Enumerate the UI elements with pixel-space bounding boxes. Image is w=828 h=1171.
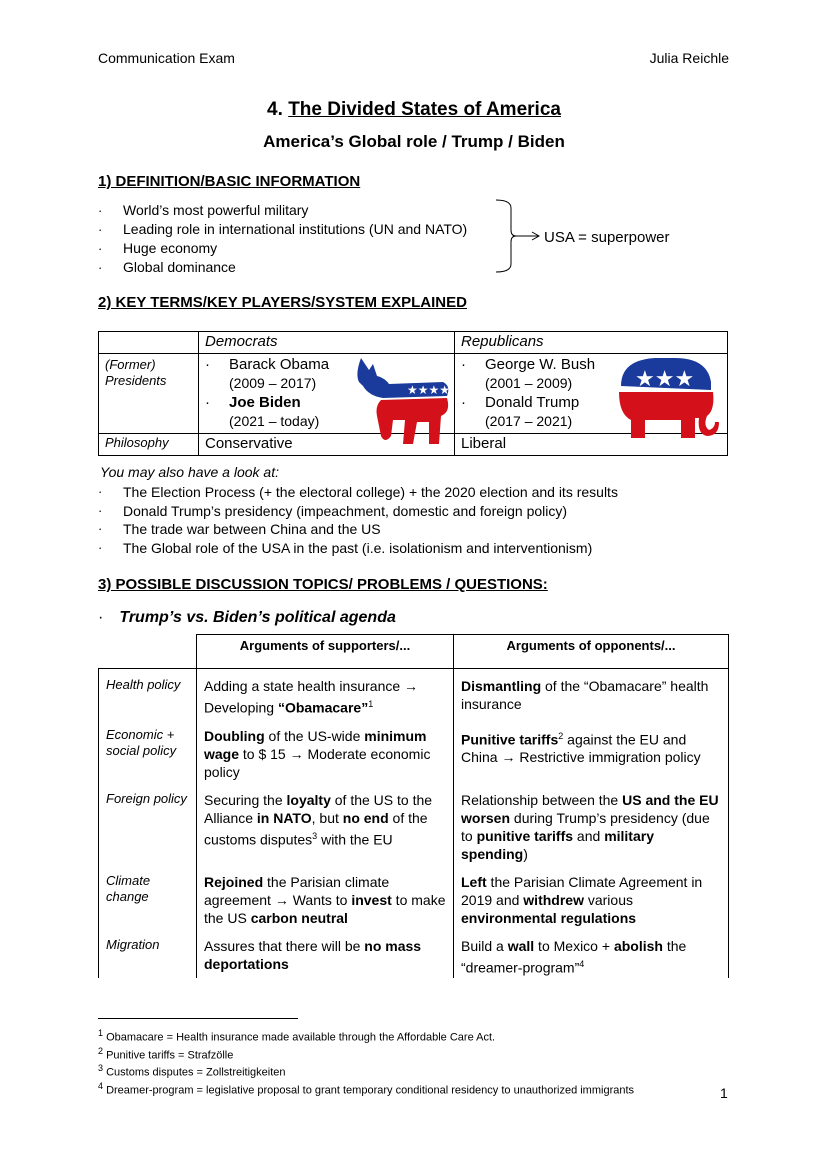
- svg-text:★★★: ★★★: [635, 367, 695, 392]
- opponents-cell: Dismantling of the “Obamacare” health insurance: [454, 669, 729, 719]
- list-item: · Leading role in international institutions (UN and NATO): [98, 221, 468, 237]
- table-row: Economic + social policy Doubling of the US-wide minimum wage to $ 15 → Moderate economic policy Punitive tariffs$^2$ against the EU and China → Restrictive immigration policy: [99, 719, 729, 783]
- also-look-label: You may also have a look at:: [100, 464, 279, 480]
- list-item: · The Global role of the USA in the past (i.e. isolationism and interventionism): [98, 540, 593, 557]
- opponents-header: Arguments of opponents/...: [454, 635, 729, 669]
- president-years: (2021 – today): [229, 413, 320, 429]
- page-number: 1: [720, 1085, 728, 1101]
- list-item: · Global dominance: [98, 259, 236, 275]
- list-item: · The Election Process (+ the electoral college) + the 2020 election and its results: [98, 484, 618, 500]
- supporters-header: Arguments of supporters/...: [197, 635, 454, 669]
- section1-list: [98, 201, 468, 277]
- opponents-cell: Relationship between the US and the EU worsen during Trump’s presidency (due to punitive tariffs and military spending): [454, 783, 729, 865]
- table-row: Foreign policy Securing the loyalty of the US to the Alliance in NATO, but no end of the customs disputes$^3$ with the EU Relationship between the US and the EU worsen during Trump’s presidency (due to punitive tariffs and military spending): [99, 783, 729, 865]
- republican-presidents: · George W. Bush (2001 – 2009) · Donald Trump (2017 – 2021) ★★★: [455, 354, 728, 434]
- president-name: Donald Trump: [485, 394, 580, 411]
- footnote: $^1$ Obamacare = Health insurance made available through the Affordable Care Act.: [98, 1028, 496, 1044]
- page-title: [0, 99, 828, 121]
- presidents-label: (Former) Presidents: [99, 354, 199, 434]
- philosophy-label: Philosophy: [99, 434, 199, 456]
- president-years: (2017 – 2021): [485, 413, 573, 429]
- brace-arrow-icon: [494, 198, 544, 274]
- title-number: 4.: [267, 99, 283, 120]
- president-name: George W. Bush: [485, 356, 596, 373]
- supporters-cell: Doubling of the US-wide minimum wage to $ 15 → Moderate economic policy: [197, 719, 454, 783]
- superpower-conclusion: USA = superpower: [544, 229, 670, 246]
- list-item: · Donald Trump’s presidency (impeachment, domestic and foreign policy): [98, 502, 568, 519]
- list-item: · World’s most powerful military: [98, 202, 309, 218]
- democrat-presidents: · Barack Obama (2009 – 2017) · Joe Biden (2021 – today) ★★★★: [199, 354, 455, 434]
- president-name: Barack Obama: [229, 356, 330, 373]
- republicans-header: Republicans: [455, 332, 728, 354]
- president-name: Joe Biden: [229, 394, 301, 411]
- header-right: Julia Reichle: [649, 50, 729, 66]
- supporters-cell: Assures that there will be no mass deportations: [197, 929, 454, 979]
- democrat-philosophy: Conservative: [199, 434, 455, 456]
- arguments-table: [98, 634, 729, 978]
- democrats-header: Democrats: [199, 332, 455, 354]
- svg-text:★★★★: ★★★★: [407, 383, 451, 397]
- president-years: (2001 – 2009): [485, 375, 573, 391]
- table-row: Migration Assures that there will be no mass deportations Build a wall to Mexico + abolish the “dreamer-program”$^4$: [99, 929, 729, 979]
- table-row: Climate change Rejoined the Parisian climate agreement → Wants to invest to make the US carbon neutral Left the Parisian Climate Agreement in 2019 and withdrew various environmental regulations: [99, 865, 729, 929]
- section2-heading: 2) KEY TERMS/KEY PLAYERS/SYSTEM EXPLAINED: [98, 294, 467, 311]
- header-left: Communication Exam: [98, 50, 235, 66]
- footnote: $^3$ Customs disputes = Zollstreitigkeiten: [98, 1063, 286, 1079]
- opponents-cell: Build a wall to Mexico + abolish the “dreamer-program”$^4$: [454, 929, 729, 979]
- supporters-cell: Securing the loyalty of the US to the Alliance in NATO, but no end of the customs disputes$^3$ with the EU: [197, 783, 454, 865]
- footnote: $^2$ Punitive tariffs = Strafzölle: [98, 1045, 234, 1062]
- section3-subheading: · Trump’s vs. Biden’s political agenda: [98, 609, 396, 626]
- opponents-cell: Left the Parisian Climate Agreement in 2019 and withdrew various environmental regulations: [454, 865, 729, 929]
- table-row: Health policy Adding a state health insurance → Developing “Obamacare”$^1$ Dismantling of the “Obamacare” health insurance: [99, 669, 729, 719]
- opponents-cell: Punitive tariffs$^2$ against the EU and China → Restrictive immigration policy: [454, 719, 729, 783]
- section1-heading: 1) DEFINITION/BASIC INFORMATION: [98, 173, 361, 190]
- page-subtitle: America’s Global role / Trump / Biden: [263, 132, 565, 151]
- list-item: · The trade war between China and the US: [98, 521, 381, 538]
- parties-table: [98, 331, 728, 456]
- supporters-cell: Adding a state health insurance → Developing “Obamacare”$^1$: [197, 669, 454, 719]
- republican-philosophy: Liberal: [455, 434, 728, 456]
- democrat-donkey-icon: [355, 356, 453, 446]
- list-item: · Huge economy: [98, 240, 218, 256]
- supporters-cell: Rejoined the Parisian climate agreement → Wants to invest to make the US carbon neutral: [197, 865, 454, 929]
- title-main: The Divided States of America: [288, 99, 561, 120]
- president-years: (2009 – 2017): [229, 375, 317, 391]
- republican-elephant-icon: [615, 356, 719, 442]
- footnote: $^4$ Dreamer-program = legislative proposal to grant temporary conditional residency to unauthorized immigrants: [98, 1080, 635, 1097]
- footnote-divider: [98, 1018, 298, 1019]
- footnotes: [98, 1027, 634, 1098]
- also-look-list: [98, 483, 618, 558]
- section3-heading: 3) POSSIBLE DISCUSSION TOPICS/ PROBLEMS / QUESTIONS:: [98, 576, 548, 593]
